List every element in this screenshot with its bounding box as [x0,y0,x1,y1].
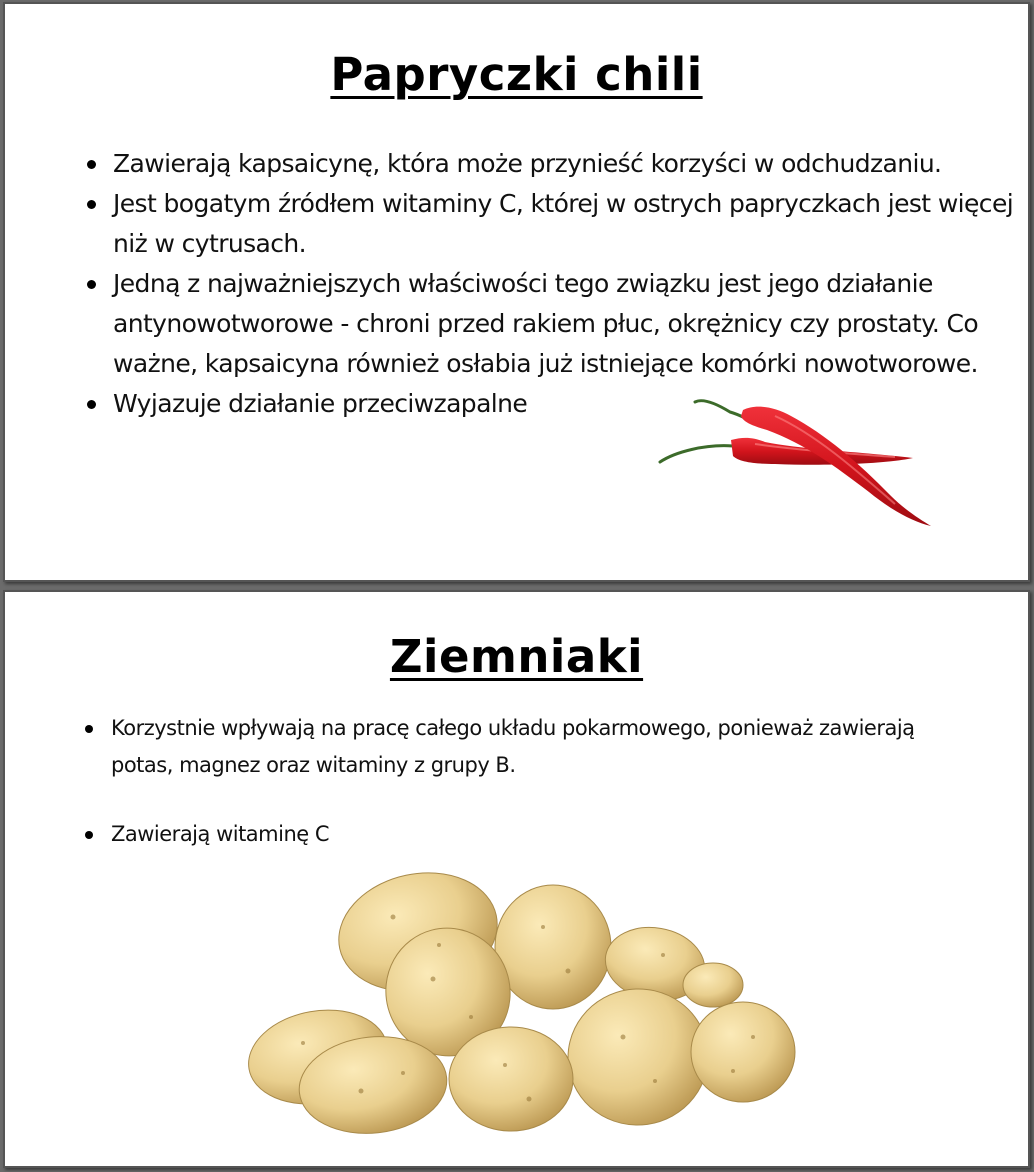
potatoes-title: Ziemniaki [389,630,644,683]
chili-bullet-list [85,144,1015,424]
chili-card [3,2,1030,582]
list-item: Korzystnie wpływają na pracę całego układu pokarmowego, ponieważ zawierają potas, magnez oraz witaminy z grupy B. [83,710,943,784]
list-item: Zawierają kapsaicynę, która może przynieść korzyści w odchudzaniu. [85,144,1015,184]
chili-title: Papryczki chili [330,48,703,101]
potatoes-card [3,590,1030,1168]
potatoes-bullet-list [83,710,943,853]
list-item: Wyjazuje działanie przeciwzapalne [85,384,1015,424]
list-item: Zawierają witaminę C [83,816,943,853]
list-item: Jest bogatym źródłem witaminy C, której w ostrych papryczkach jest więcej niż w cytrusach. [85,184,1015,264]
red-chili-peppers-icon [655,394,935,534]
potato-pile-icon [243,867,803,1137]
list-item: Jedną z najważniejszych właściwości tego związku jest jego działanie antynowotworowe - chroni przed rakiem płuc, okrężnicy czy prostaty. Co ważne, kapsaicyna również osłabia już istniejące komórki nowotworowe. [85,264,1015,384]
